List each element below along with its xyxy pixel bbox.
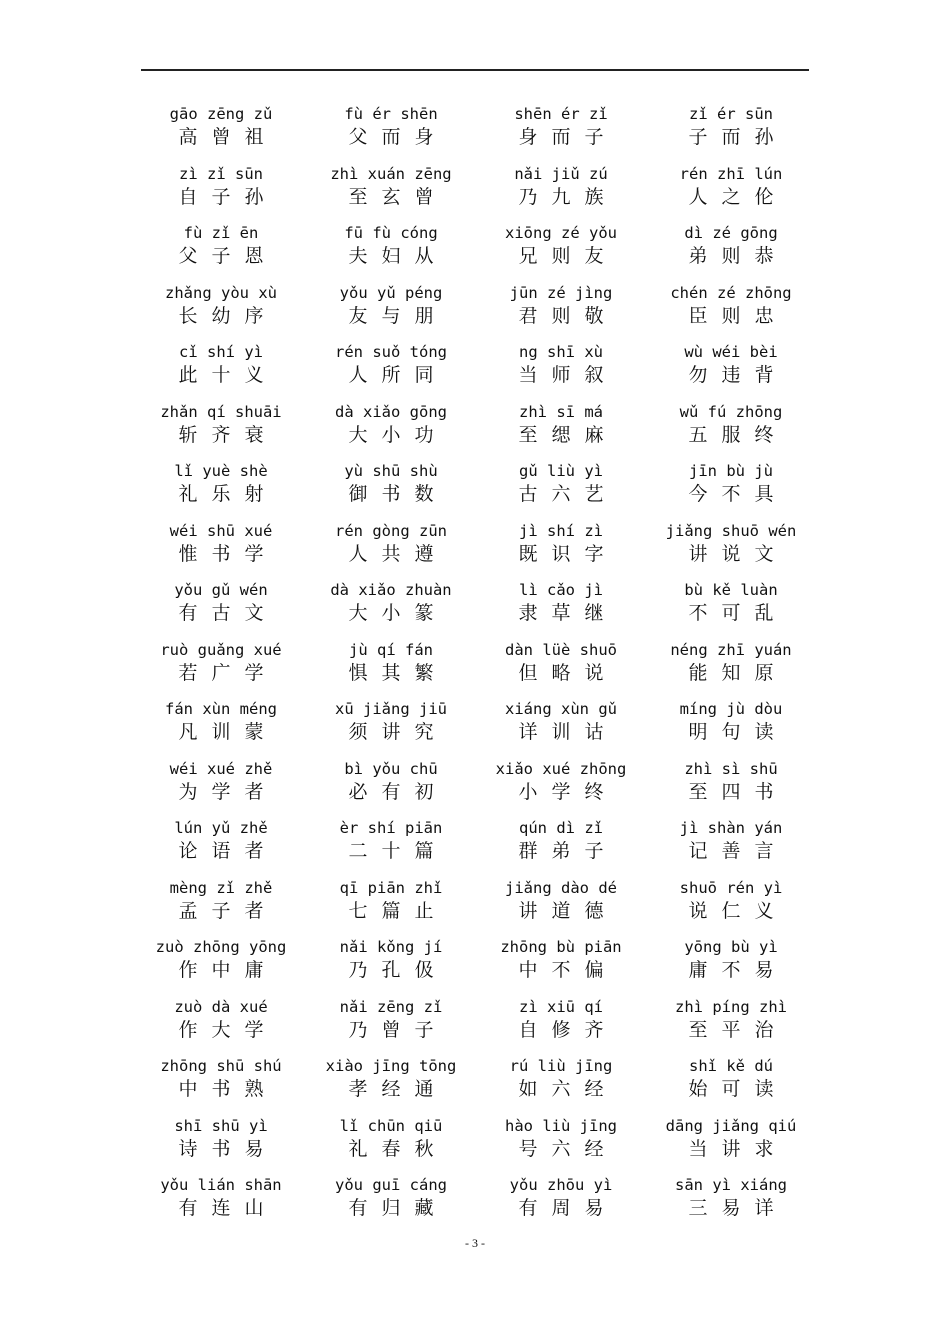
verse-cell [476,395,646,455]
pinyin-line: bù kě luàn [684,581,778,599]
pinyin-line: shuō rén yì [679,878,783,897]
verse-row [136,216,816,276]
hanzi-line: 惟书学 [178,542,278,565]
pinyin-line: gāo zēng zǔ [169,105,273,123]
hanzi-line: 友与朋 [348,304,448,327]
hanzi-line: 作大学 [178,1018,278,1041]
pinyin-line: fán xùn méng [165,700,277,718]
pinyin-line: shī shū yì [174,1116,268,1135]
pinyin-line: mèng zǐ zhě [169,878,273,897]
pinyin-line: jīn bù jù [689,462,773,480]
verse-cell [476,871,646,931]
pinyin-line: xiǎo xué zhōng [495,759,627,778]
verse-cell [306,811,476,871]
verse-cell [306,1168,476,1228]
verse-cell [136,633,306,693]
hanzi-line: 至四书 [688,780,788,803]
hanzi-line: 大小篆 [348,602,448,624]
hanzi-line: 孟子者 [178,899,278,922]
verse-cell [306,276,476,336]
verse-row [136,1168,816,1228]
hanzi-line: 人所同 [348,364,448,386]
pinyin-line: lǐ chūn qiū [339,1116,443,1135]
pinyin-line: xiào jīng tōng [325,1057,457,1075]
verse-cell [646,1109,816,1169]
pinyin-line: dà xiǎo zhuàn [330,581,452,599]
hanzi-line: 隶草继 [518,602,618,624]
pinyin-line: zhōng shū shú [160,1057,282,1075]
header-rule [141,69,809,71]
verse-row [136,335,816,395]
pinyin-line: shǐ kě dú [689,1057,773,1075]
hanzi-line: 父而身 [348,126,448,148]
pinyin-line: nǎi kǒng jí [339,938,443,956]
verse-cell [136,276,306,336]
pinyin-line: zhì sì shū [684,759,778,778]
pinyin-line: lún yǔ zhě [174,819,268,837]
hanzi-line: 君则敬 [518,304,618,327]
pinyin-line: dāng jiǎng qiú [665,1116,797,1135]
hanzi-line: 三易详 [688,1197,788,1219]
verse-cell [476,1168,646,1228]
hanzi-line: 夫妇从 [348,245,448,267]
pinyin-line: gǔ liù yì [519,462,603,480]
pinyin-line: yù shū shù [344,462,438,480]
pinyin-line: rén suǒ tóng [335,343,447,361]
verse-cell [306,930,476,990]
verse-row [136,930,816,990]
pinyin-line: lì cǎo jì [519,581,603,599]
verse-row [136,871,816,931]
verse-cell [306,335,476,395]
verse-cell [476,930,646,990]
verse-cell [306,395,476,455]
hanzi-line: 记善言 [688,840,788,862]
verse-cell [306,157,476,217]
pinyin-line: jūn zé jìng [509,283,613,302]
pinyin-line: míng jù dòu [679,700,783,718]
verse-cell [646,97,816,157]
hanzi-line: 御书数 [348,483,448,505]
verse-cell [646,871,816,931]
hanzi-line: 凡训蒙 [178,721,278,743]
pinyin-line: xiōng zé yǒu [505,224,617,242]
hanzi-line: 有周易 [518,1197,618,1219]
pinyin-line: jiǎng dào dé [505,878,617,897]
pinyin-line: yǒu lián shān [160,1176,282,1194]
verse-cell [476,573,646,633]
pinyin-line: dì zé gōng [684,224,778,242]
hanzi-line: 能知原 [688,661,788,684]
pinyin-line: jiǎng shuō wén [665,521,797,540]
hanzi-line: 人之伦 [688,185,788,208]
verse-cell [136,692,306,752]
verse-cell [136,990,306,1050]
pinyin-line: rú liù jīng [509,1057,613,1075]
verse-cell [306,752,476,812]
verse-row [136,573,816,633]
verse-cell [646,930,816,990]
pinyin-line: sān yì xiáng [675,1176,787,1194]
pinyin-line: néng zhī yuán [670,640,792,659]
verse-cell [136,514,306,574]
pinyin-line: xiáng xùn gǔ [505,700,617,718]
hanzi-line: 古六艺 [518,483,618,505]
hanzi-line: 斩齐衰 [178,423,278,446]
pinyin-line: jù qí fán [349,640,433,659]
verse-cell [646,454,816,514]
hanzi-line: 有古文 [178,602,278,624]
verse-row [136,276,816,336]
pinyin-line: ng shī xù [519,343,603,361]
pinyin-line: zì zǐ sūn [179,164,263,183]
hanzi-line: 有连山 [178,1197,278,1219]
pinyin-line: wéi shū xué [169,521,273,540]
pinyin-line: hào liù jīng [505,1116,617,1135]
hanzi-line: 今不具 [688,483,788,505]
hanzi-line: 须讲究 [348,721,448,743]
pinyin-line: zhì xuán zēng [330,164,452,183]
pinyin-line: lǐ yuè shè [174,462,268,480]
hanzi-line: 五服终 [688,423,788,446]
pinyin-line: rén gòng zūn [335,521,447,540]
hanzi-line: 高曾祖 [178,126,278,148]
hanzi-line: 二十篇 [348,840,448,862]
verse-cell [646,633,816,693]
hanzi-line: 不可乱 [688,602,788,624]
verse-cell [476,157,646,217]
verse-cell [476,1049,646,1109]
hanzi-line: 至玄曾 [348,185,448,208]
pinyin-line: yǒu yǔ péng [339,283,443,302]
verse-cell [476,216,646,276]
verse-cell [306,1109,476,1169]
verse-row [136,990,816,1050]
verse-cell [476,335,646,395]
pinyin-line: zì xiū qí [519,997,603,1016]
hanzi-line: 人共遵 [348,542,448,565]
pinyin-line: zhǎn qí shuāi [160,402,282,421]
verse-cell [136,573,306,633]
verse-cell [476,97,646,157]
verse-cell [646,1168,816,1228]
hanzi-line: 当讲求 [688,1137,788,1160]
pinyin-line: qún dì zǐ [519,819,603,837]
verse-cell [306,573,476,633]
verse-cell [646,1049,816,1109]
hanzi-line: 但略说 [518,661,618,684]
pinyin-line: zǐ ér sūn [689,105,773,123]
verse-row [136,752,816,812]
pinyin-line: wù wéi bèi [684,343,778,361]
hanzi-line: 号六经 [518,1137,618,1160]
hanzi-line: 兄则友 [518,245,618,267]
verse-cell [476,990,646,1050]
hanzi-line: 自修齐 [518,1018,618,1041]
verse-row [136,454,816,514]
pinyin-line: fù ér shēn [344,105,438,123]
pinyin-line: zuò dà xué [174,997,268,1016]
verse-cell [476,454,646,514]
verse-cell [306,1049,476,1109]
verse-cell [476,633,646,693]
verse-row [136,633,816,693]
verse-cell [646,990,816,1050]
hanzi-line: 必有初 [348,780,448,803]
hanzi-line: 此十义 [178,364,278,386]
verse-cell [646,395,816,455]
verse-cell [136,216,306,276]
pinyin-line: zuò zhōng yōng [155,938,287,956]
verse-cell [136,1049,306,1109]
hanzi-line: 弟则恭 [688,245,788,267]
verse-cell [306,871,476,931]
verse-cell [136,395,306,455]
hanzi-line: 长幼序 [178,304,278,327]
pinyin-line: xū jiǎng jiū [335,700,447,718]
pinyin-line: fù zǐ ēn [183,224,259,242]
pinyin-line: yōng bù yì [684,938,778,956]
pinyin-line: ruò guǎng xué [160,640,282,659]
verse-cell [306,633,476,693]
hanzi-line: 群弟子 [518,840,618,862]
pinyin-line: jì shàn yán [679,819,783,837]
hanzi-line: 当师叙 [518,364,618,386]
verse-cell [476,692,646,752]
hanzi-line: 孝经通 [348,1078,448,1100]
hanzi-line: 惧其繁 [348,661,448,684]
hanzi-line: 说仁义 [688,899,788,922]
verse-cell [646,692,816,752]
pinyin-line: èr shí piān [339,819,443,837]
hanzi-line: 父子恩 [178,245,278,267]
verse-cell [136,871,306,931]
hanzi-line: 讲说文 [688,542,788,565]
pinyin-line: nǎi jiǔ zú [514,164,608,183]
verse-cell [476,752,646,812]
verse-cell [646,811,816,871]
verse-row [136,395,816,455]
hanzi-line: 礼乐射 [178,483,278,505]
pinyin-line: wǔ fú zhōng [679,402,783,421]
hanzi-line: 身而子 [518,126,618,148]
verse-cell [646,514,816,574]
hanzi-line: 若广学 [178,661,278,684]
verse-cell [476,1109,646,1169]
hanzi-line: 论语者 [178,840,278,862]
hanzi-line: 乃曾子 [348,1018,448,1041]
verse-row [136,692,816,752]
verse-cell [136,335,306,395]
verse-row [136,811,816,871]
hanzi-line: 至平治 [688,1018,788,1041]
hanzi-line: 乃孔伋 [348,959,448,981]
verse-cell [136,157,306,217]
hanzi-line: 始可读 [688,1078,788,1100]
verse-cell [306,990,476,1050]
verse-cell [646,216,816,276]
hanzi-line: 如六经 [518,1078,618,1100]
pinyin-line: dàn lüè shuō [505,640,617,659]
pinyin-line: yǒu guī cáng [335,1176,447,1194]
page-number: - 3 - [465,1236,485,1250]
verse-row [136,157,816,217]
pinyin-line: cǐ shí yì [179,343,263,361]
hanzi-line: 明句读 [688,721,788,743]
hanzi-line: 至缌麻 [518,423,618,446]
pinyin-line: bì yǒu chū [344,759,438,778]
pinyin-line: fū fù cóng [344,224,438,242]
pinyin-line: chén zé zhōng [670,283,792,302]
hanzi-line: 详训诂 [518,721,618,743]
verse-row [136,1049,816,1109]
verse-cell [476,811,646,871]
verse-cell [136,811,306,871]
verse-cell [136,97,306,157]
verse-cell [646,335,816,395]
verse-cell [306,692,476,752]
pinyin-line: dà xiǎo gōng [335,402,447,421]
pinyin-line: yǒu gǔ wén [174,581,268,599]
verse-cell [646,752,816,812]
hanzi-line: 七篇止 [348,899,448,922]
pinyin-line: zhì sī má [519,402,603,421]
verse-cell [136,454,306,514]
hanzi-line: 大小功 [348,423,448,446]
hanzi-line: 礼春秋 [348,1137,448,1160]
hanzi-line: 乃九族 [518,185,618,208]
verse-cell [306,216,476,276]
verse-cell [136,1168,306,1228]
hanzi-line: 自子孙 [178,185,278,208]
hanzi-line: 中不偏 [518,959,618,981]
pinyin-line: rén zhī lún [679,164,783,183]
hanzi-line: 勿违背 [688,364,788,386]
verse-cell [306,454,476,514]
hanzi-line: 诗书易 [178,1137,278,1160]
verse-cell [306,514,476,574]
verse-cell [476,276,646,336]
hanzi-line: 庸不易 [688,959,788,981]
verse-cell [136,930,306,990]
hanzi-line: 讲道德 [518,899,618,922]
pinyin-line: qī piān zhǐ [339,878,443,897]
verse-cell [136,752,306,812]
verse-cell [476,514,646,574]
hanzi-line: 为学者 [178,780,278,803]
verse-cell [646,573,816,633]
hanzi-line: 臣则忠 [688,304,788,327]
verse-grid [136,97,816,1228]
pinyin-line: shēn ér zǐ [514,105,608,123]
pinyin-line: nǎi zēng zǐ [339,997,443,1016]
pinyin-line: zhōng bù piān [500,938,622,956]
hanzi-line: 作中庸 [178,959,278,981]
verse-row [136,514,816,574]
pinyin-line: jì shí zì [519,521,603,540]
verse-cell [306,97,476,157]
verse-cell [136,1109,306,1169]
verse-row [136,97,816,157]
pinyin-line: zhì píng zhì [675,997,787,1016]
verse-cell [646,157,816,217]
hanzi-line: 小学终 [518,780,618,803]
verse-row [136,1109,816,1169]
pinyin-line: zhǎng yòu xù [165,283,277,302]
hanzi-line: 子而孙 [688,126,788,148]
hanzi-line: 中书熟 [178,1078,278,1100]
hanzi-line: 既识字 [518,542,618,565]
pinyin-line: wéi xué zhě [169,759,273,778]
verse-cell [646,276,816,336]
hanzi-line: 有归藏 [348,1197,448,1219]
pinyin-line: yǒu zhōu yì [509,1176,613,1194]
